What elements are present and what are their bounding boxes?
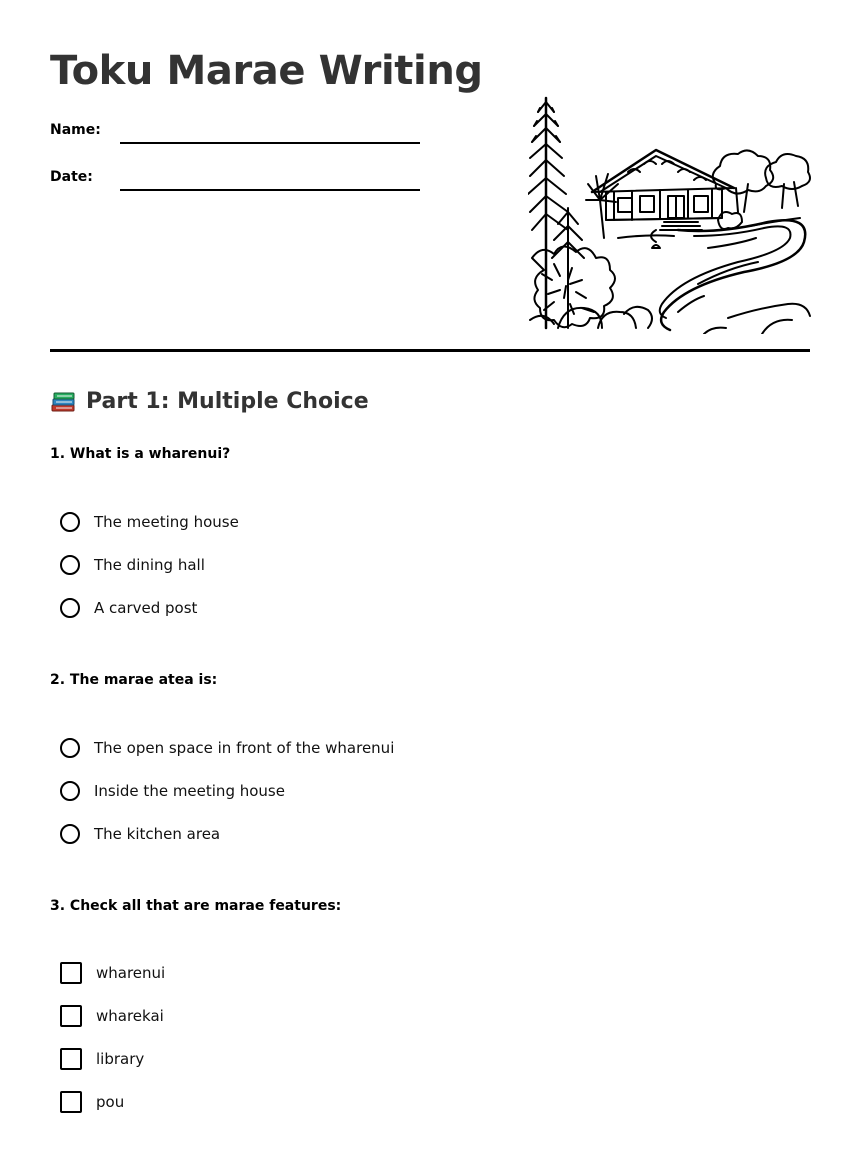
radio-button[interactable] (60, 738, 80, 758)
radio-button[interactable] (60, 824, 80, 844)
q3-option-1[interactable] (60, 960, 165, 986)
part1-title: Part 1: Multiple Choice (86, 388, 369, 414)
checkbox[interactable] (60, 1091, 82, 1113)
option-label: The open space in front of the wharenui (94, 739, 395, 757)
name-line[interactable] (120, 142, 420, 144)
question-3: 3. Check all that are marae features: (50, 898, 342, 914)
option-label: The meeting house (94, 513, 239, 531)
header-divider (50, 349, 810, 352)
radio-button[interactable] (60, 512, 80, 532)
option-label: The kitchen area (94, 825, 221, 843)
option-label: Inside the meeting house (94, 782, 285, 800)
q2-option-3[interactable] (60, 821, 220, 847)
question-2: 2. The marae atea is: (50, 672, 218, 688)
q1-option-3[interactable] (60, 595, 197, 621)
option-label: wharekai (96, 1007, 164, 1025)
option-label: A carved post (94, 599, 198, 617)
date-label: Date: (50, 169, 93, 185)
date-line[interactable] (120, 189, 420, 191)
question-1: 1. What is a wharenui? (50, 446, 231, 462)
radio-button[interactable] (60, 598, 80, 618)
q3-option-2[interactable] (60, 1003, 164, 1029)
q2-option-1[interactable] (60, 735, 394, 761)
radio-button[interactable] (60, 555, 80, 575)
option-label: wharenui (96, 964, 166, 982)
checkbox[interactable] (60, 1048, 82, 1070)
q1-option-1[interactable] (60, 509, 239, 535)
worksheet-title: Toku Marae Writing (50, 48, 483, 94)
name-field[interactable] (50, 118, 420, 148)
checkbox[interactable] (60, 962, 82, 984)
books-icon (50, 388, 76, 414)
q3-option-4[interactable] (60, 1089, 124, 1115)
name-label: Name: (50, 122, 101, 138)
option-label: The dining hall (94, 556, 205, 574)
option-label: pou (96, 1093, 125, 1111)
part1-heading (50, 388, 369, 414)
option-label: library (96, 1050, 145, 1068)
radio-button[interactable] (60, 781, 80, 801)
marae-landscape-illustration (528, 88, 812, 334)
q2-option-2[interactable] (60, 778, 285, 804)
q1-option-2[interactable] (60, 552, 205, 578)
q3-option-3[interactable] (60, 1046, 144, 1072)
date-field[interactable] (50, 165, 420, 195)
checkbox[interactable] (60, 1005, 82, 1027)
